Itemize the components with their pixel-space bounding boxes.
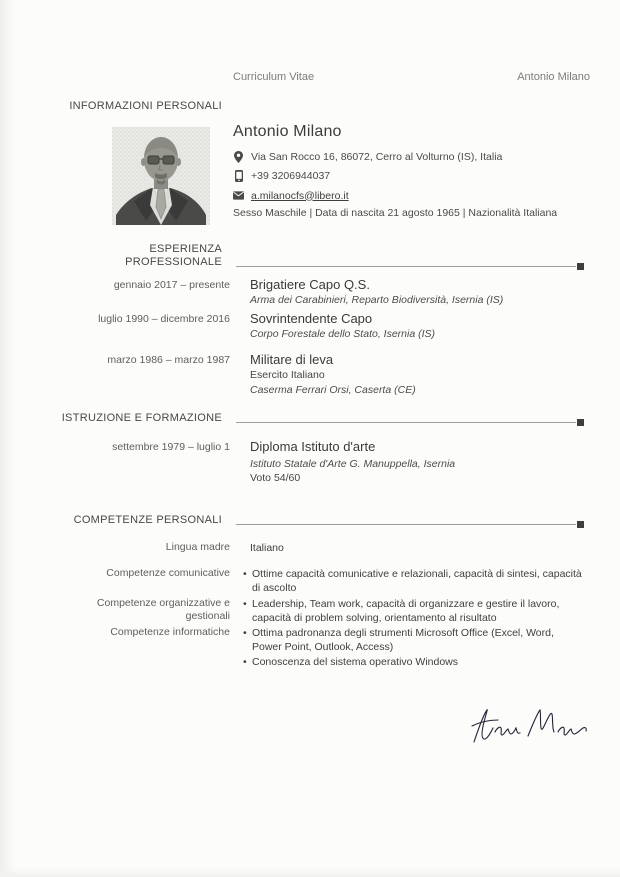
entry-note: Arma dei Carabinieri, Reparto Biodiversità, Isernia (IS) [250, 294, 504, 306]
education-entry [0, 439, 620, 485]
skill-value: Italiano [250, 542, 284, 554]
phone-line [233, 169, 573, 182]
entry-date: luglio 1990 – dicembre 2016 [98, 313, 230, 325]
skill-bullet-list [243, 567, 585, 595]
section-title-education: ISTRUZIONE E FORMAZIONE [61, 412, 222, 424]
rule-end-square [577, 419, 584, 426]
section-title-experience-line1: ESPERIENZA [149, 243, 222, 255]
entry-organization: Esercito Italiano [250, 369, 325, 381]
skill-bullet: • Conoscenza del sistema operativo Windows [243, 655, 585, 669]
skill-bullet: • Ottima padronanza degli strumenti Microsoft Office (Excel, Word, Power Point, Outlook, Access) [243, 626, 585, 654]
entry-date: settembre 1979 – luglio 1 [112, 441, 230, 453]
handwritten-signature [468, 702, 593, 757]
skill-label: Competenze organizzative e gestionali [96, 597, 230, 622]
personal-details-text: Sesso Maschile | Data di nascita 21 agosto 1965 | Nazionalità Italiana [233, 207, 558, 219]
entry-title: Diploma Istituto d'arte [250, 439, 376, 454]
skill-bullet-list [243, 626, 585, 669]
location-pin-icon [233, 150, 244, 163]
address-line [233, 150, 573, 163]
address-text: Via San Rocco 16, 86072, Cerro al Volturno (IS), Italia [251, 150, 503, 163]
personal-info-block [233, 123, 573, 219]
section-experience [0, 243, 584, 269]
mobile-phone-icon [233, 169, 244, 182]
skill-bullet: • Ottime capacità comunicative e relazionali, capacità di sintesi, capacità di ascolto [243, 567, 585, 595]
email-link[interactable]: a.milanocfs@libero.it [251, 189, 349, 202]
rule-line [236, 524, 576, 525]
section-title-experience [0, 243, 230, 269]
email-line [233, 189, 573, 202]
envelope-icon [233, 189, 244, 202]
skill-label: Competenze comunicative [106, 567, 230, 579]
section-title-skills: COMPETENZE PERSONALI [73, 514, 222, 526]
entry-title: Militare di leva [250, 352, 334, 367]
skill-row [0, 567, 620, 596]
signature-drawing [468, 702, 593, 757]
portrait-photo [112, 127, 210, 225]
skill-label: Competenze informatiche [110, 626, 230, 638]
section-rule [236, 263, 584, 269]
skill-bullet-list [243, 597, 585, 625]
rule-line [236, 266, 576, 267]
portrait-photo-drawing [112, 127, 210, 225]
section-rule [236, 521, 584, 527]
entry-note: Corpo Forestale dello Stato, Isernia (IS) [250, 328, 436, 340]
skill-row [0, 626, 620, 670]
section-rule [236, 419, 584, 425]
entry-title: Brigatiere Capo Q.S. [250, 277, 370, 292]
entry-date: marzo 1986 – marzo 1987 [107, 354, 230, 366]
experience-entry [0, 277, 620, 307]
skill-bullet: • Leadership, Team work, capacità di organizzare e gestire il lavoro, capacità di problem solving, orientamento al risultato [243, 597, 585, 625]
document-title: Curriculum Vitae [233, 71, 315, 83]
entry-grade: Voto 54/60 [250, 472, 301, 484]
rule-end-square [577, 263, 584, 270]
phone-text: +39 3206944037 [251, 169, 331, 182]
person-name: Antonio Milano [233, 123, 342, 140]
skill-label: Lingua madre [165, 541, 230, 553]
section-education [0, 412, 584, 425]
entry-title: Sovrintendente Capo [250, 311, 373, 326]
section-title-experience-line2: PROFESSIONALE [125, 256, 222, 268]
document-author: Antonio Milano [517, 71, 590, 83]
section-skills [0, 514, 584, 527]
experience-entry [0, 352, 620, 397]
skill-row [0, 541, 620, 555]
rule-end-square [577, 521, 584, 528]
experience-entry [0, 311, 620, 341]
skill-row [0, 597, 620, 626]
section-personal-info [0, 100, 584, 113]
entry-date: gennaio 2017 – presente [113, 279, 230, 291]
scan-shadow-bottom [0, 867, 620, 877]
entry-note: Istituto Statale d'Arte G. Manuppella, Isernia [250, 458, 456, 470]
entry-note: Caserma Ferrari Orsi, Caserta (CE) [250, 384, 416, 396]
section-title-personal-info: INFORMAZIONI PERSONALI [69, 100, 222, 112]
rule-line [236, 422, 576, 423]
